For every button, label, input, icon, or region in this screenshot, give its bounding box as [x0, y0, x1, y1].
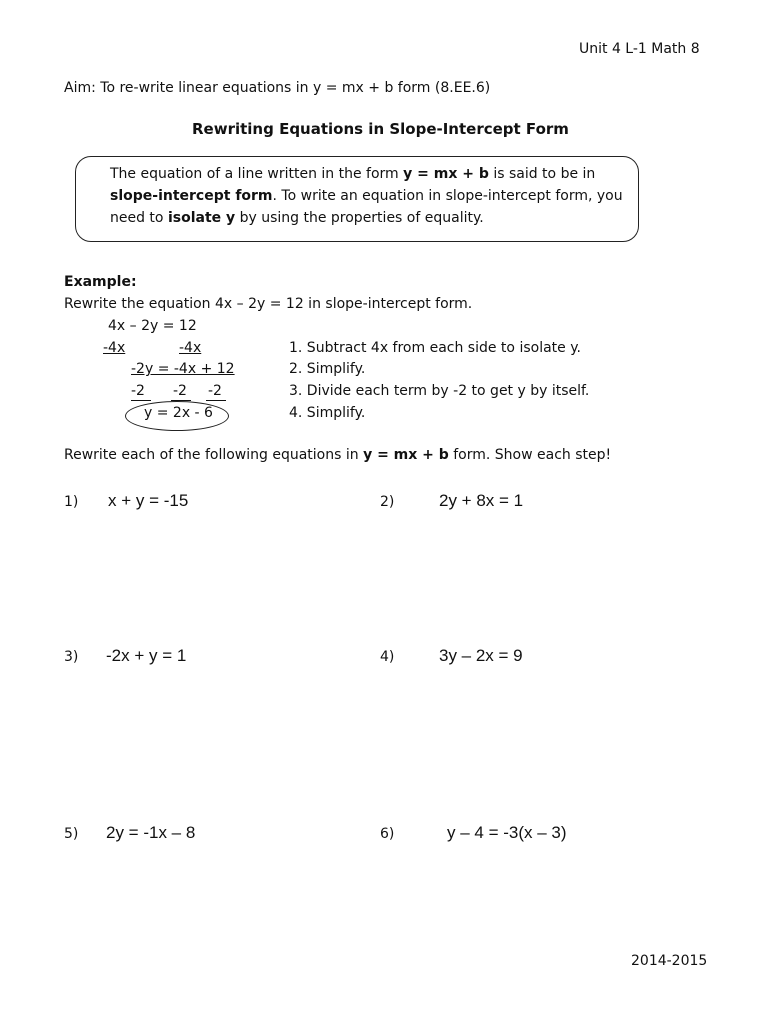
- problem-equation: 2y = -1x – 8: [106, 823, 196, 842]
- example-label: Example:: [64, 274, 137, 290]
- work-divisor-2: -2: [173, 383, 187, 399]
- example-prompt: Rewrite the equation 4x – 2y = 12 in slope-intercept form.: [64, 296, 473, 312]
- aim-text: Aim: To re-write linear equations in y = mx + b form (8.EE.6): [64, 80, 491, 96]
- problem-equation: y – 4 = -3(x – 3): [447, 823, 567, 842]
- definition-text: need to: [110, 210, 168, 226]
- work-line-3: -2y = -4x + 12: [131, 361, 235, 377]
- problem-number: 6): [380, 826, 395, 842]
- problem-equation: 2y + 8x = 1: [439, 491, 524, 510]
- problem-number: 3): [64, 649, 79, 665]
- problem-number: 5): [64, 826, 79, 842]
- definition-emphasis: isolate y: [167, 210, 236, 226]
- definition-box: [75, 156, 639, 242]
- problem-equation: -2x + y = 1: [106, 646, 187, 665]
- definition-text: The equation of a line written in the form: [110, 166, 404, 182]
- instructions-formula: y = mx + b: [363, 447, 449, 463]
- definition-line-3: [110, 209, 484, 227]
- problem-number: 4): [380, 649, 395, 665]
- problem-number: 2): [380, 494, 395, 510]
- step-1: 1. Subtract 4x from each side to isolate y.: [289, 340, 581, 356]
- work-divisor-1: -2: [131, 383, 145, 399]
- instructions-text: form. Show each step!: [448, 447, 612, 463]
- page-title: Rewriting Equations in Slope-Intercept Form: [192, 120, 569, 138]
- instructions: [64, 446, 611, 464]
- definition-text: . To write an equation in slope-intercept form, you: [272, 188, 623, 204]
- unit-header: Unit 4 L-1 Math 8: [579, 41, 700, 57]
- work-divisor-3: -2: [208, 383, 222, 399]
- instructions-text: Rewrite each of the following equations in: [64, 447, 364, 463]
- problem-number: 1): [64, 494, 79, 510]
- step-4: 4. Simplify.: [289, 405, 366, 421]
- definition-text: is said to be in: [488, 166, 596, 182]
- work-subtract-left: -4x: [103, 340, 126, 356]
- definition-term: slope-intercept form: [110, 188, 273, 204]
- fraction-bar: [131, 400, 151, 401]
- definition-line-2: [110, 187, 623, 205]
- work-line-1: 4x – 2y = 12: [108, 318, 197, 334]
- definition-line-1: [110, 165, 595, 183]
- fraction-bar: [206, 400, 226, 401]
- definition-formula: y = mx + b: [403, 166, 489, 182]
- work-answer: y = 2x - 6: [144, 405, 213, 421]
- problem-equation: x + y = -15: [108, 491, 189, 510]
- definition-text: by using the properties of equality.: [235, 210, 484, 226]
- step-2: 2. Simplify.: [289, 361, 366, 377]
- problem-equation: 3y – 2x = 9: [439, 646, 523, 665]
- work-subtract-right: -4x: [179, 340, 202, 356]
- step-3: 3. Divide each term by -2 to get y by itself.: [289, 383, 590, 399]
- footer-year: 2014-2015: [631, 953, 708, 969]
